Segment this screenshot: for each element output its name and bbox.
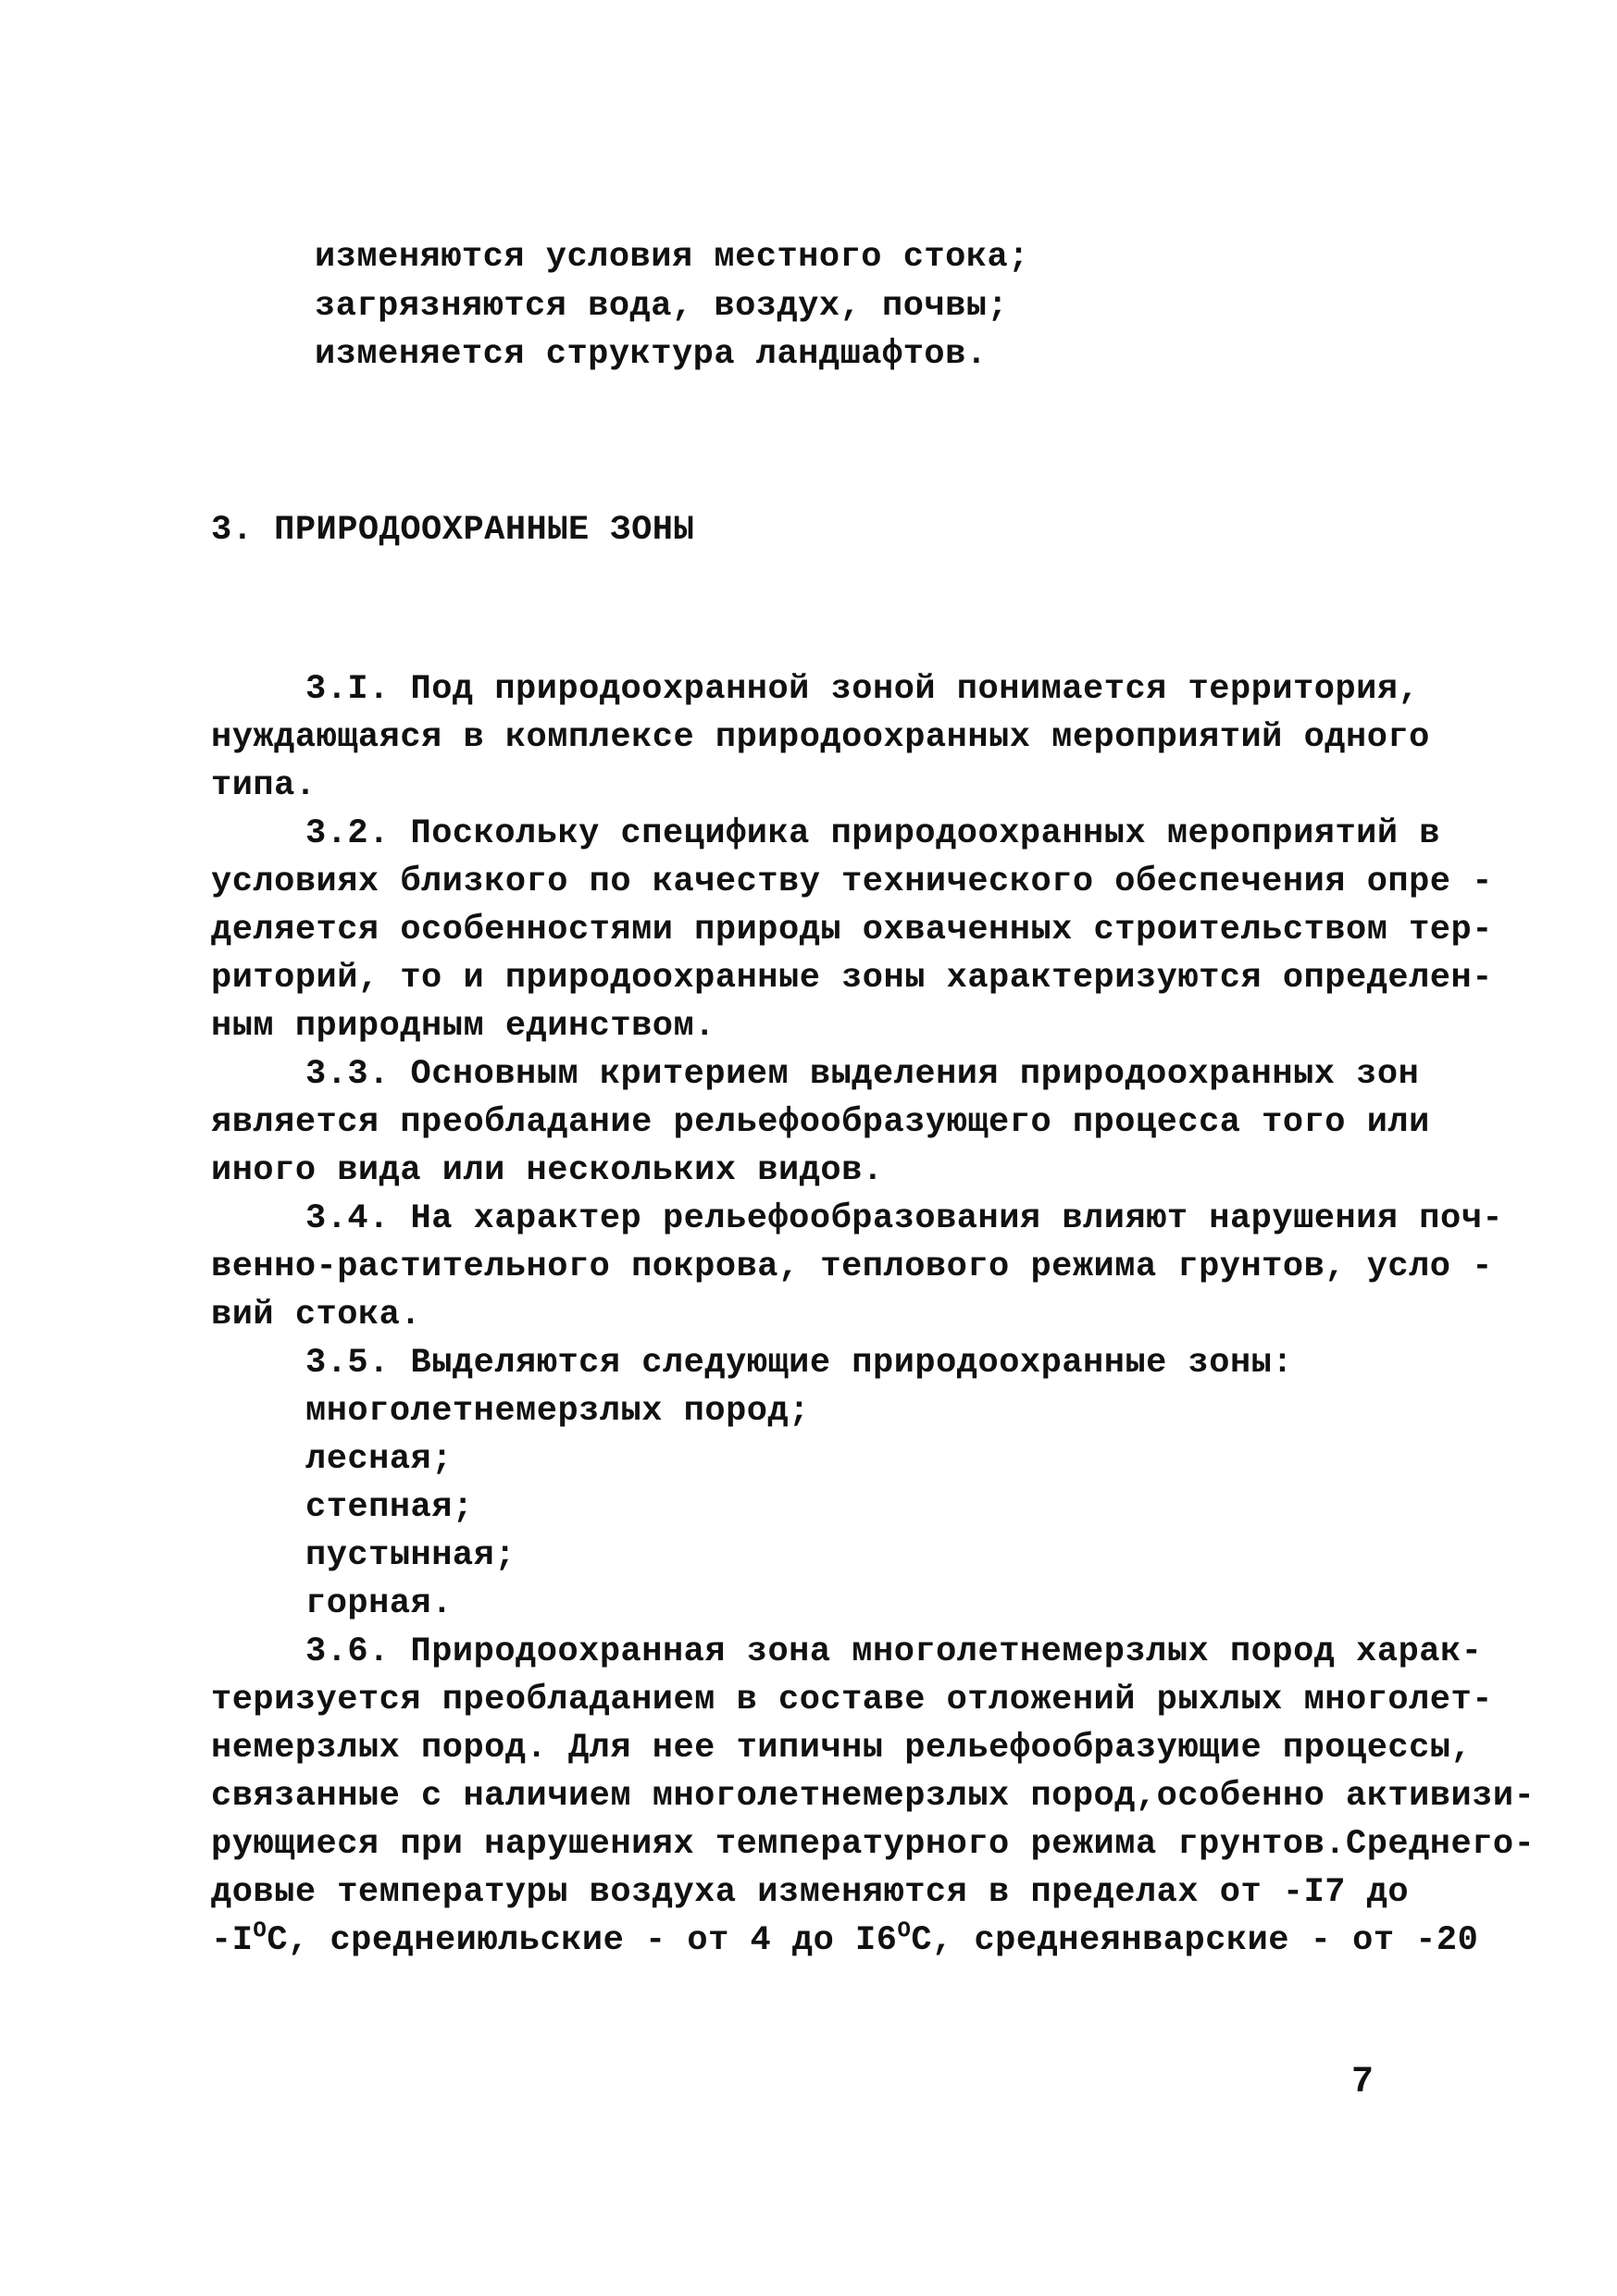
list-item: степная;	[305, 1488, 474, 1527]
page-number: 7	[1351, 2062, 1374, 2104]
degree-superscript: O	[253, 1918, 267, 1944]
text-line: 3.4. На характер рельефообразования влияют нарушения поч-	[305, 1199, 1504, 1238]
text-line-temperatures	[211, 1917, 1478, 1964]
text-line: венно-растительного покрова, теплового режима грунтов, усло -	[211, 1247, 1493, 1286]
text-line: условиях близкого по качеству технического обеспечения опре -	[211, 863, 1493, 901]
text-fragment: C, среднеиюльские - от 4 до I6	[267, 1921, 898, 1960]
text-line: 3.6. Природоохранная зона многолетнемерзлых пород харак-	[305, 1632, 1483, 1671]
text-line: нуждающаяся в комплексе природоохранных мероприятий одного	[211, 718, 1430, 757]
section-heading: 3. ПРИРОДООХРАННЫЕ ЗОНЫ	[211, 511, 695, 550]
text-line: теризуется преобладанием в составе отложений рыхлых многолет-	[211, 1681, 1493, 1719]
text-line: 3.5. Выделяются следующие природоохранные зоны:	[305, 1344, 1294, 1383]
text-line: иного вида или нескольких видов.	[211, 1151, 884, 1190]
list-item: изменяется структура ландшафтов.	[315, 335, 988, 374]
text-line: ным природным единством.	[211, 1007, 715, 1046]
text-line: вий стока.	[211, 1296, 422, 1334]
text-line: деляется особенностями природы охваченных строительством тер-	[211, 911, 1493, 949]
list-item: пустынная;	[305, 1536, 516, 1575]
text-line: типа.	[211, 766, 317, 805]
text-line: 3.2. Поскольку специфика природоохранных мероприятий в	[305, 814, 1440, 853]
list-item: горная.	[305, 1584, 453, 1623]
list-item: многолетнемерзлых пород;	[305, 1392, 810, 1431]
text-line: 3.I. Под природоохранной зоной понимается территория,	[305, 670, 1420, 709]
text-line: риторий, то и природоохранные зоны характеризуются определен-	[211, 959, 1493, 998]
list-item: лесная;	[305, 1440, 453, 1479]
text-line: рующиеся при нарушениях температурного режима грунтов.Среднего-	[211, 1825, 1536, 1864]
text-fragment: -I	[211, 1921, 254, 1960]
text-line: является преобладание рельефообразующего процесса того или	[211, 1103, 1430, 1142]
text-fragment: C, среднеянварские - от -20	[911, 1921, 1479, 1960]
list-item: загрязняются вода, воздух, почвы;	[315, 287, 1009, 326]
text-line: немерзлых пород. Для нее типичны рельефообразующие процессы,	[211, 1729, 1473, 1768]
text-line: довые температуры воздуха изменяются в пределах от -I7 до	[211, 1873, 1410, 1912]
list-item: изменяются условия местного стока;	[315, 238, 1029, 277]
text-line: связанные с наличием многолетнемерзлых пород,особенно активизи-	[211, 1777, 1536, 1816]
text-line: 3.3. Основным критерием выделения природоохранных зон	[305, 1055, 1420, 1094]
degree-superscript: O	[897, 1918, 912, 1944]
